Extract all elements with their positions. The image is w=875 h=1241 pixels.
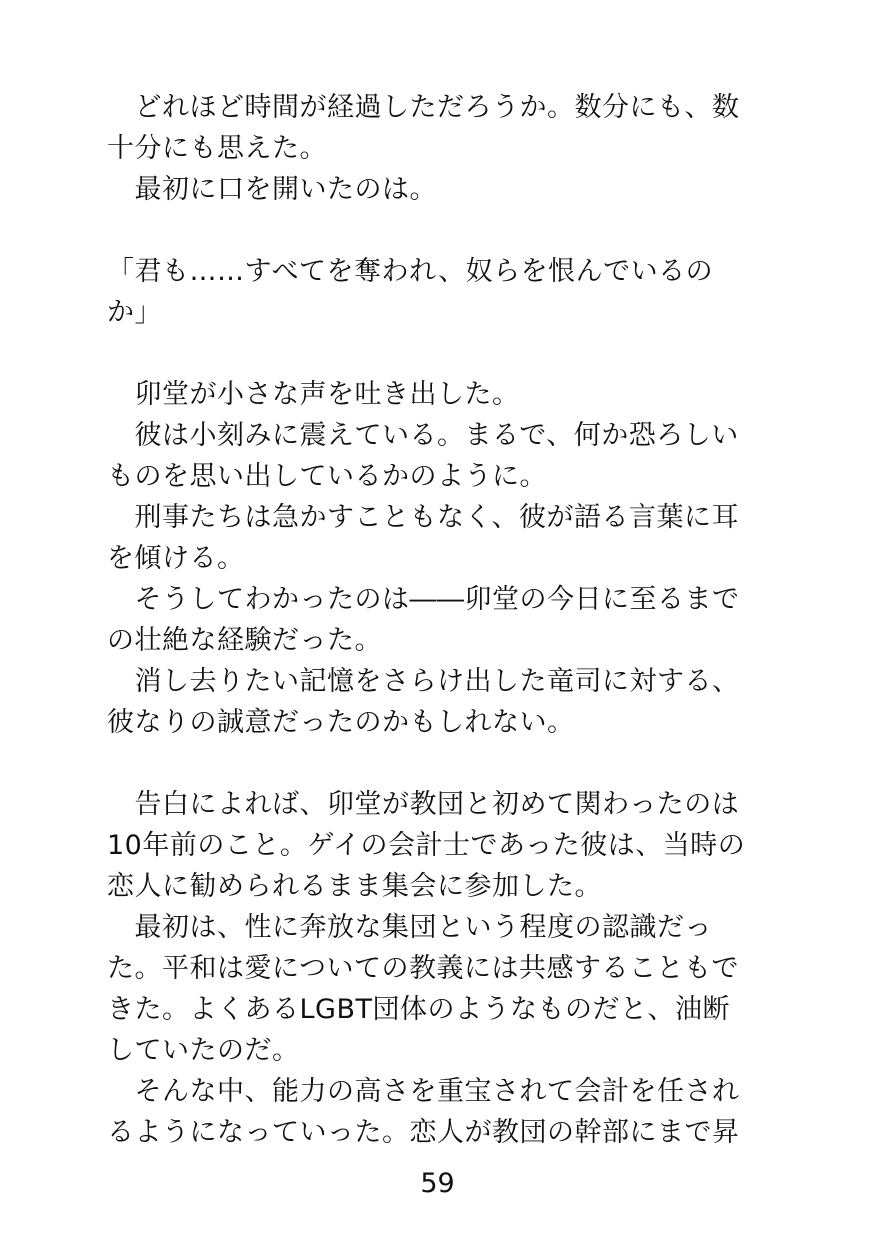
text-line: るようになっていった。恋人が教団の幹部にまで昇 xyxy=(107,1117,740,1148)
page-body xyxy=(107,87,772,1153)
text-line: ものを思い出しているかのように。 xyxy=(107,461,547,492)
blank-line xyxy=(107,333,772,374)
text-line: 彼なりの誠意だったのかもしれない。 xyxy=(107,707,575,738)
text-line: 卯堂が小さな声を吐き出した。 xyxy=(107,379,520,410)
text-line: 10年前のこと。ゲイの会計士であった彼は、当時の xyxy=(107,830,746,861)
text-line: 消し去りたい記憶をさらけ出した竜司に対する、 xyxy=(107,666,740,697)
text-line: そうしてわかったのは――卯堂の今日に至るまで xyxy=(107,584,740,615)
text-line: 「君も……すべてを奪われ、奴らを恨んでいるの xyxy=(107,256,714,287)
text-line: た。平和は愛についての教義には共感することもで xyxy=(107,953,739,984)
text-line: そんな中、能力の高さを重宝されて会計を任され xyxy=(107,1076,740,1107)
text-line: 彼は小刻みに震えている。まるで、何か恐ろしい xyxy=(107,420,739,451)
text-line: 告白によれば、卯堂が教団と初めて関わったのは xyxy=(107,789,740,820)
text-line: を傾ける。 xyxy=(107,543,245,574)
text-line: 刑事たちは急かすこともなく、彼が語る言葉に耳 xyxy=(107,502,739,533)
page-number: 59 xyxy=(420,1168,455,1199)
text-line: 恋人に勧められるまま集会に参加した。 xyxy=(107,871,602,902)
text-line: の壮絶な経験だった。 xyxy=(107,625,382,656)
text-line: か」 xyxy=(107,297,162,328)
text-line: 十分にも思えた。 xyxy=(107,133,327,164)
text-line: きた。よくあるLGBT団体のようなものだと、油断 xyxy=(107,994,730,1025)
text-line: 最初に口を開いたのは。 xyxy=(107,174,437,205)
text-line: どれほど時間が経過しただろうか。数分にも、数 xyxy=(107,92,740,123)
text-line: していたのだ。 xyxy=(107,1035,300,1066)
text-line: 最初は、性に奔放な集団という程度の認識だっ xyxy=(107,912,712,943)
blank-line xyxy=(107,743,772,784)
blank-line xyxy=(107,210,772,251)
